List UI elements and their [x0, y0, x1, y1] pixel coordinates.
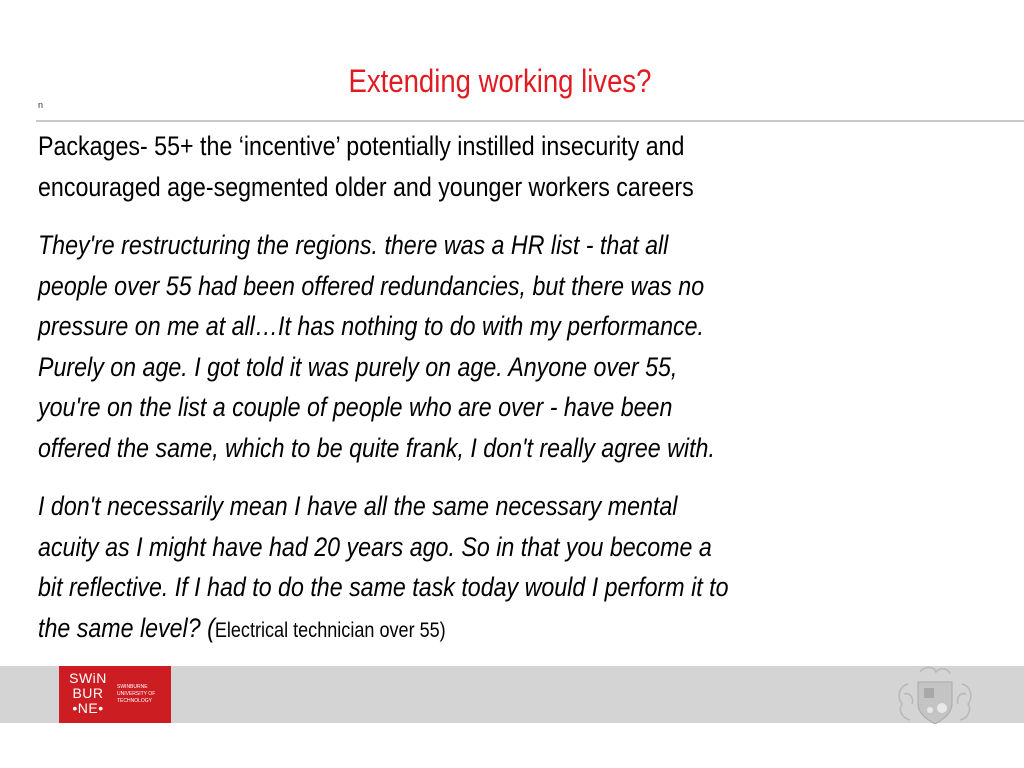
- bullet-marker: n: [38, 100, 44, 110]
- quote-attribution: Electrical technician over 55): [214, 618, 446, 642]
- logo-line-1: SWiN: [69, 670, 107, 686]
- quote-paragraph-1: They're restructuring the regions. there was a HR list - that all people over 55 had been offered redundancies, but there was no pressure on me at all…It has nothing to do with my performance. Purely on age. I got told it was purely on age. Anyone over 55, you're on the list a couple of people who are over - have been offered the same, which to be quite frank, I don't really agree with.: [38, 230, 715, 463]
- title-divider: [36, 120, 1024, 122]
- slide-title: Extending working lives?: [348, 63, 652, 99]
- slide-body: [38, 126, 881, 669]
- quote-2-text: I don't necessarily mean I have all the same necessary mental acuity as I might have had 20 years ago. So in that you become a bit reflective. If I had to do the same task today would I perform it to the same level? (: [38, 491, 729, 643]
- logo-wordmark: [64, 671, 112, 716]
- logo-line-3: •NE•: [72, 700, 104, 716]
- coat-of-arms-icon: [890, 664, 980, 724]
- quote-paragraph-2: [38, 486, 881, 651]
- intro-paragraph: Packages- 55+ the ‘incentive’ potentially instilled insecurity and encouraged age-segmented older and younger workers careers: [38, 131, 694, 202]
- logo-line-2: BUR: [72, 685, 104, 701]
- logo-university-name: SWINBURNE UNIVERSITY OF TECHNOLOGY: [117, 684, 156, 704]
- swinburne-logo: [59, 666, 171, 723]
